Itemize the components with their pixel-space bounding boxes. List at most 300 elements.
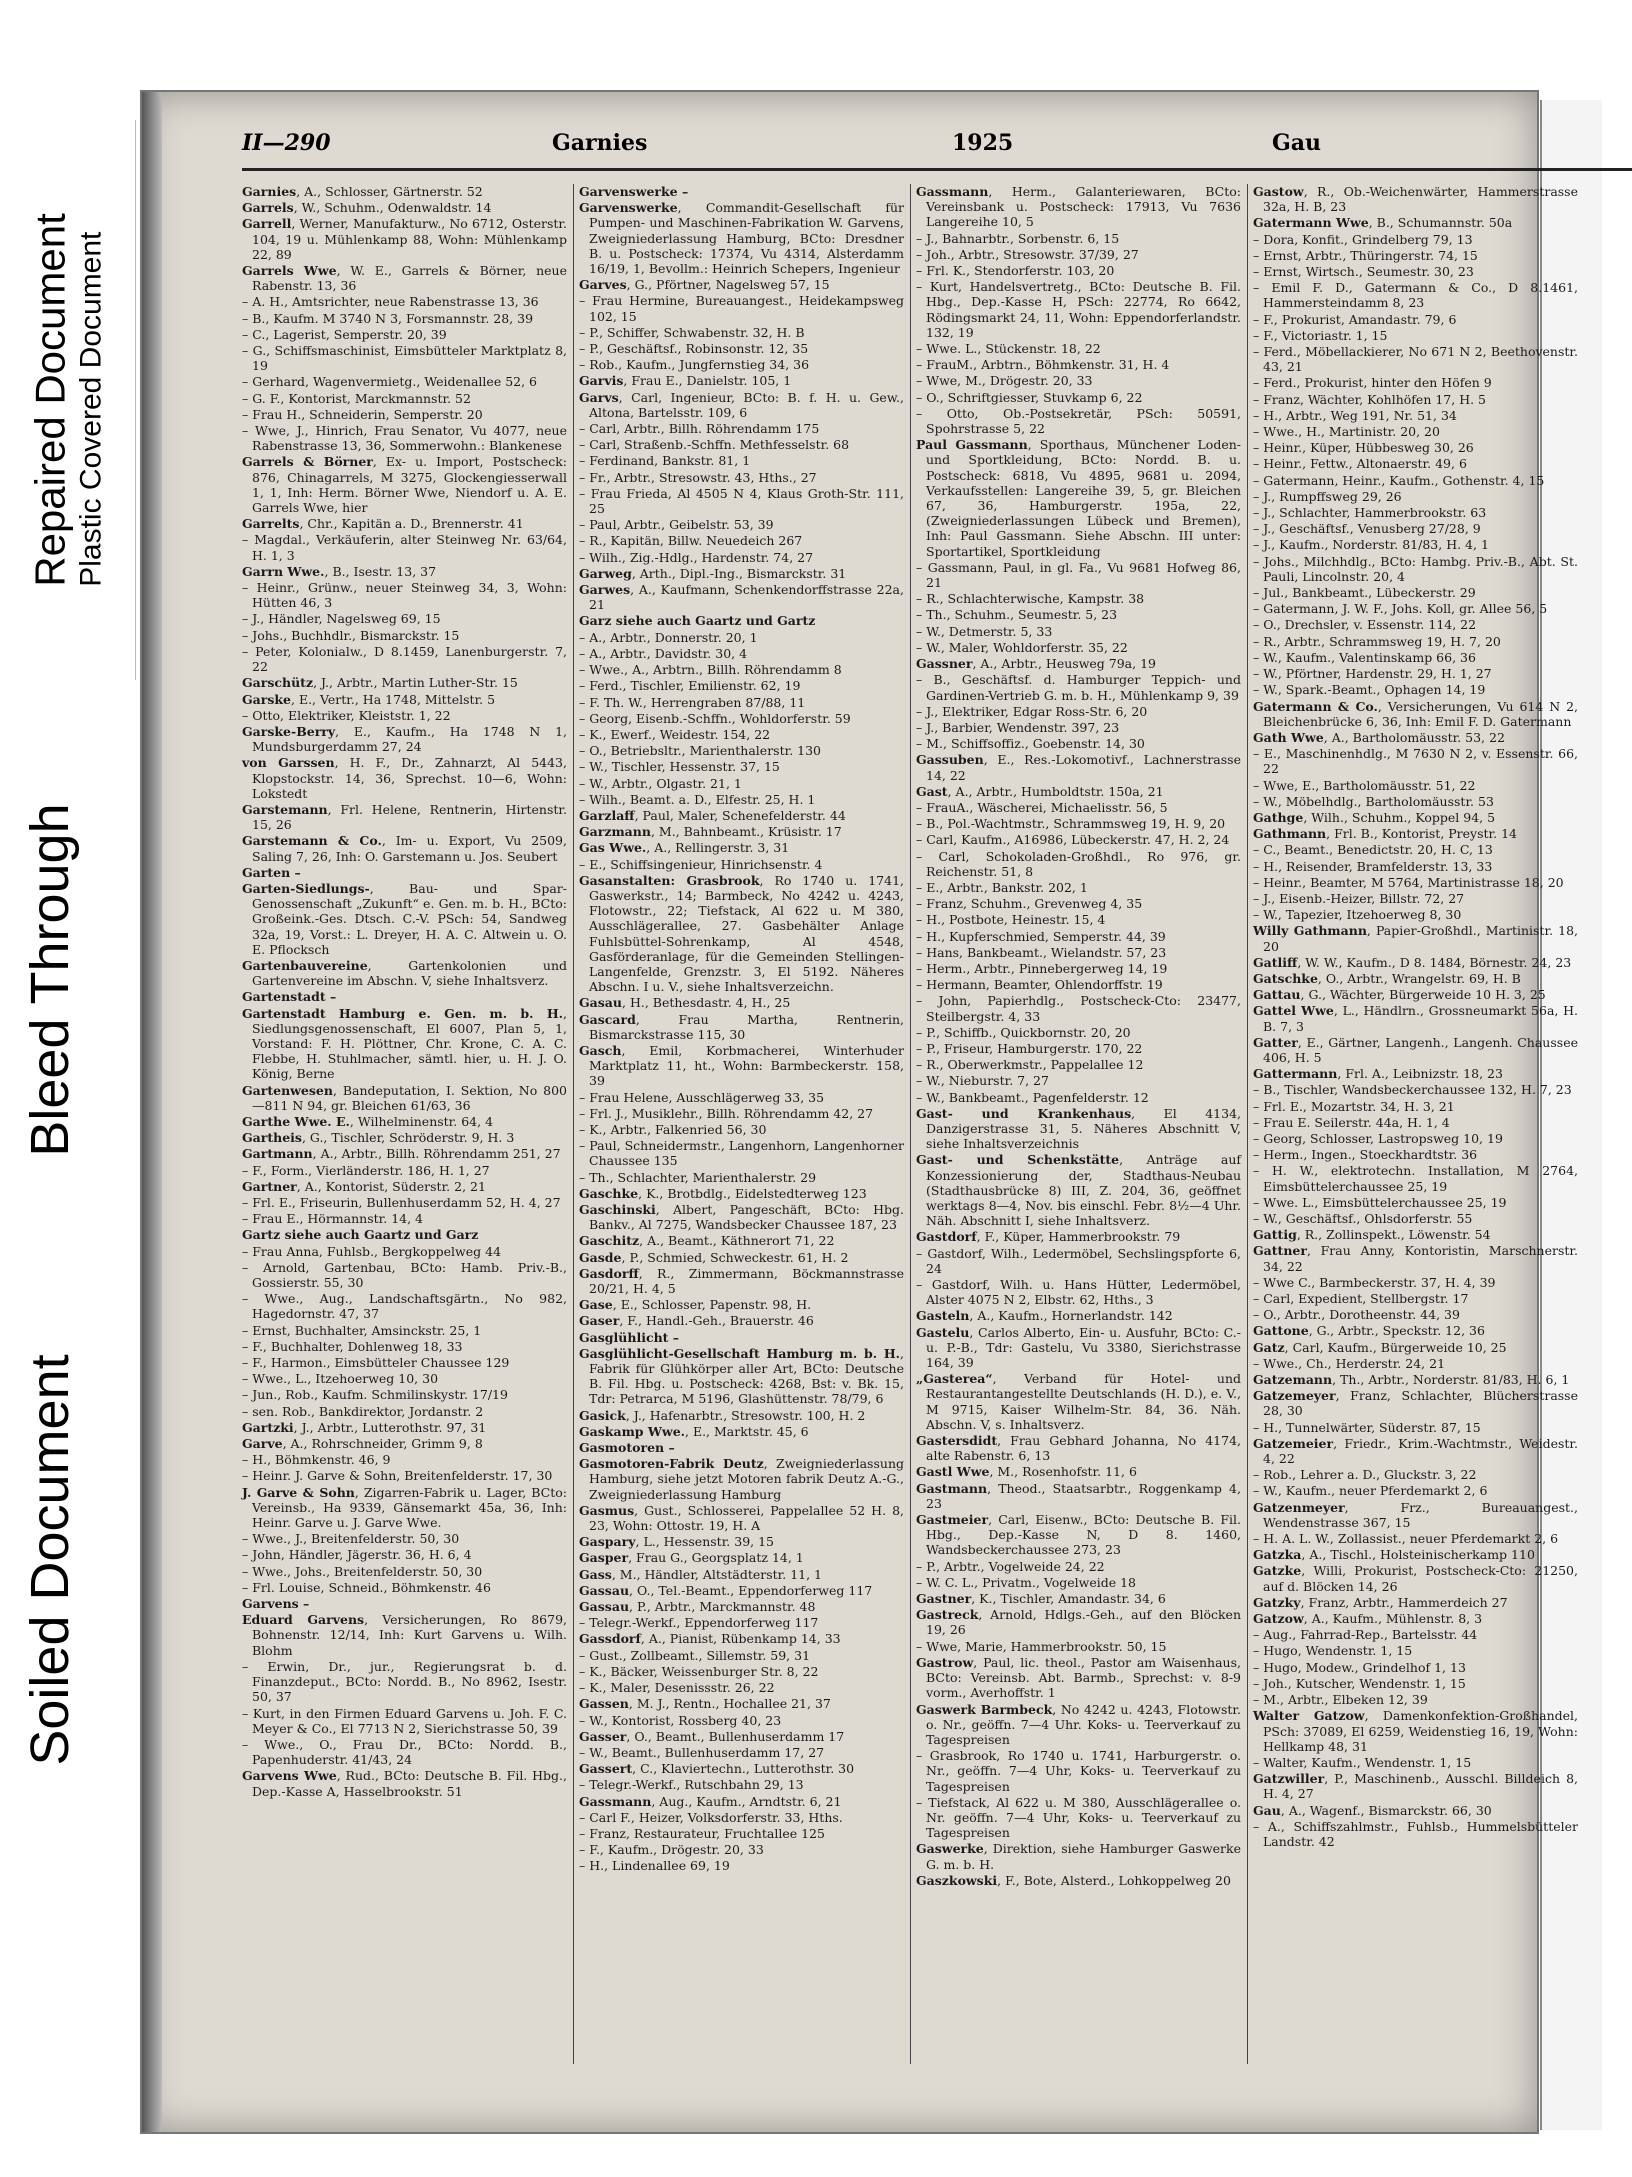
directory-entry: Garves, G., Pförtner, Nagelsweg 57, 15 (579, 277, 830, 293)
directory-entry: Gassau, O., Tel.-Beamt., Eppendorferweg 117 (579, 1582, 873, 1598)
directory-entry: – Grasbrook, Ro 1740 u. 1741, Harburgerstr. o. Nr., geöffn. 7—4 Uhr, Koks- u. Teerverkauf zu Tagespreisen (916, 1748, 1241, 1794)
directory-entry: – K., Maler, Desenissstr. 26, 22 (579, 1680, 775, 1696)
directory-entry: – H., Lindenallee 69, 19 (579, 1858, 730, 1874)
directory-column-1 (242, 184, 567, 2064)
directory-entry: Walter Gatzow, Damenkonfektion-Großhandel, PSch: 37089, El 6259, Weidenstieg 16, 19, Wohn: Hellkamp 48, 31 (1253, 1708, 1578, 1754)
directory-entry: – Gastdorf, Wilh., Ledermöbel, Sechslingspforte 6, 24 (916, 1245, 1241, 1276)
column-divider (910, 184, 911, 2064)
directory-entry: – W., Detmerstr. 5, 33 (916, 623, 1053, 639)
directory-entry: – Herm., Arbtr., Pinnebergerweg 14, 19 (916, 960, 1168, 976)
directory-entry: – John, Händler, Jägerstr. 36, H. 6, 4 (242, 1547, 472, 1563)
directory-entry: – Wwe, E., Bartholomäusstr. 51, 22 (1253, 777, 1476, 793)
directory-entry: Gascard, Frau Martha, Rentnerin, Bismarckstrasse 115, 30 (579, 1011, 904, 1042)
plastic-covered-label: Plastic Covered Document (74, 231, 108, 587)
directory-entry: Garrels & Börner, Ex- u. Import, Postscheck: 876, Chinagarrels, M 3275, Glockengiesserwall 1, 1, Inh: Herm. Börner Wwe, Niendorf u. A. E. Garrels Wwe, hier (242, 454, 567, 516)
directory-entry: Garrels Wwe, W. E., Garrels & Börner, neue Rabenstr. 13, 36 (242, 263, 567, 294)
directory-entry: Gassau, P., Arbtr., Marckmannstr. 48 (579, 1599, 816, 1615)
directory-entry: – Heinr., Beamter, M 5764, Martinistrasse 18, 20 (1253, 874, 1564, 890)
directory-entry: – Jun., Rob., Kaufm. Schmilinskystr. 17/19 (242, 1387, 508, 1403)
directory-entry: Gattel Wwe, L., Händlrn., Grossneumarkt 56a, H. B. 7, 3 (1253, 1003, 1578, 1034)
directory-entry: Gathmann, Frl. B., Kontorist, Preystr. 14 (1253, 826, 1518, 842)
directory-entry: – A., Schiffszahlmstr., Fuhlsb., Hummelsbütteler Landstr. 42 (1253, 1818, 1578, 1849)
directory-entry: „Gasterea“, Verband für Hotel- und Restaurantangestellte Deutschlands (H. D.), e. V., M 9715, Kaiser Wilhelm-Str. 84, 36. Näh. Abschn. V, s. Inhaltsverz. (916, 1371, 1241, 1432)
directory-entry: Gau, A., Wagenf., Bismarckstr. 66, 30 (1253, 1802, 1492, 1818)
directory-entry: – Frl. K., Stendorferstr. 103, 20 (916, 263, 1115, 279)
directory-entry: Gaswerk Barmbeck, No 4242 u. 4243, Flotowstr. o. Nr., geöffn. 7—4 Uhr. Koks- u. Teerverkauf zu Tagespreisen (916, 1701, 1241, 1747)
directory-entry: – Wwe., Aug., Landschaftsgärtn., No 982, Hagedornstr. 47, 37 (242, 1291, 567, 1322)
directory-entry: – Dora, Konfit., Grindelberg 79, 13 (1253, 231, 1473, 247)
bleed-through-tab (0, 700, 100, 1260)
directory-entry: – A., Arbtr., Donnerstr. 20, 1 (579, 629, 758, 645)
scanned-page (140, 90, 1579, 2134)
directory-entry: – Georg, Schlosser, Lastropsweg 10, 19 (1253, 1130, 1503, 1146)
directory-entry: – Magdal., Verkäuferin, alter Steinweg Nr. 63/64, H. 1, 3 (242, 532, 567, 563)
directory-entry: Garrelts, Chr., Kapitän a. D., Brennerstr. 41 (242, 516, 524, 532)
directory-entry: – Hugo, Modew., Grindelhof 1, 13 (1253, 1659, 1466, 1675)
directory-entry: – K., Bäcker, Weissenburger Str. 8, 22 (579, 1663, 819, 1679)
directory-entry: Gartz siehe auch Gaartz und Garz (242, 1227, 479, 1243)
directory-entry: – F., Victoriastr. 1, 15 (1253, 327, 1388, 343)
directory-entry: Garske-Berry, E., Kaufm., Ha 1748 N 1, Mundsburgerdamm 27, 24 (242, 723, 567, 755)
directory-entry: Garschütz, J., Arbtr., Martin Luther-Str. 15 (242, 675, 518, 691)
directory-entry: von Garssen, H. F., Dr., Zahnarzt, Al 5443, Klopstockstr. 14, 36, Sprechst. 10—6, Wohn: Lokstedt (242, 755, 567, 801)
directory-entry: – Heinr. J. Garve & Sohn, Breitenfelderstr. 17, 30 (242, 1468, 553, 1484)
directory-entry: Gastrow, Paul, lic. theol., Pastor am Waisenhaus, BCto: Vereinsb. Abt. Barmb., Sprechst: v. 8-9 vorm., Averhoffstr. 1 (916, 1654, 1241, 1701)
directory-entry: Garz siehe auch Gaartz und Gartz (579, 613, 816, 629)
directory-entry: Garten – (242, 864, 301, 880)
directory-entry: – F., Prokurist, Amandastr. 79, 6 (1253, 311, 1457, 327)
directory-entry: – Frau Frieda, Al 4505 N 4, Klaus Groth-Str. 111, 25 (579, 485, 904, 517)
directory-entry: – Kurt, in den Firmen Eduard Garvens u. Joh. F. C. Meyer & Co., El 7713 N 2, Sierichstrasse 50, 39 (242, 1705, 567, 1736)
directory-entry: – Wilh., Zig.-Hdlg., Hardenstr. 74, 27 (579, 549, 814, 565)
directory-entry: Gassmann, Aug., Kaufm., Arndtstr. 6, 21 (579, 1793, 842, 1809)
directory-entry: – Carl, Straßenb.-Schffn. Methfesselstr. 68 (579, 437, 850, 453)
repaired-document-tab (0, 120, 136, 680)
directory-entry: – P., Schiffer, Schwabenstr. 32, H. B (579, 324, 805, 340)
directory-entry: – Wwe, J., Hinrich, Frau Senator, Vu 4077, neue Rabenstrasse 13, 36, Sommerwohn.: Blankenese (242, 423, 567, 454)
directory-entry: – H., Reisender, Bramfelderstr. 13, 33 (1253, 858, 1493, 874)
directory-entry: – Rob., Lehrer a. D., Gluckstr. 3, 22 (1253, 1467, 1477, 1483)
directory-entry: Gaszkowski, F., Bote, Alsterd., Lohkoppelweg 20 (916, 1872, 1231, 1888)
directory-entry: – Telegr.-Werkf., Rutschbahn 29, 13 (579, 1777, 804, 1793)
directory-entry: – Gastdorf, Wilh. u. Hans Hütter, Ledermöbel, Alster 4075 N 2, Elbstr. 62, Hths., 3 (916, 1277, 1241, 1308)
directory-entry: – Ernst, Buchhalter, Amsinckstr. 25, 1 (242, 1322, 482, 1338)
directory-entry: – W., Pförtner, Hardenstr. 29, H. 1, 27 (1253, 666, 1492, 682)
directory-entry: Garve, A., Rohrschneider, Grimm 9, 8 (242, 1436, 483, 1452)
directory-entry: – Frau H., Schneiderin, Semperstr. 20 (242, 406, 483, 422)
directory-entry: Gartenstadt – (242, 989, 337, 1005)
directory-entry: Gartmann, A., Arbtr., Billh. Röhrendamm 251, 27 (242, 1146, 561, 1162)
directory-entry: – E., Arbtr., Bankstr. 202, 1 (916, 879, 1088, 895)
directory-entry: – H., Böhmkenstr. 46, 9 (242, 1452, 391, 1468)
directory-entry: – Paul, Schneidermstr., Langenhorn, Langenhorner Chaussee 135 (579, 1138, 904, 1169)
directory-entry: – Ferd., Tischler, Emilienstr. 62, 19 (579, 678, 801, 694)
page-header (242, 130, 1632, 164)
directory-entry: Garvenswerke – (579, 184, 689, 199)
directory-entry: – Johs., Buchhdlr., Bismarckstr. 15 (242, 627, 460, 643)
directory-entry: Gatermann Wwe, B., Schumannstr. 50a (1253, 215, 1513, 231)
directory-entry: – sen. Rob., Bankdirektor, Jordanstr. 2 (242, 1403, 484, 1419)
directory-entry: – E., Schiffsingenieur, Hinrichsenstr. 4 (579, 856, 823, 872)
directory-entry: Gastreck, Arnold, Hdlgs.-Geh., auf den Blöcken 19, 26 (916, 1607, 1241, 1638)
directory-entry: Gatschke, O., Arbtr., Wrangelstr. 69, H. B (1253, 970, 1521, 986)
directory-entry: – Carl, Arbtr., Billh. Röhrendamm 175 (579, 421, 820, 437)
directory-entry: Gasmotoren-Fabrik Deutz, Zweigniederlassung Hamburg, siehe jetzt Motoren fabrik Deutz A.-G., Zweigniederlassung Hamburg (579, 1456, 904, 1502)
directory-entry: – Wwe., Johs., Breitenfelderstr. 50, 30 (242, 1563, 483, 1579)
directory-entry: – W., Kaufm., Valentinskamp 66, 36 (1253, 649, 1476, 665)
directory-entry: – R., Oberwerkmstr., Pappelallee 12 (916, 1057, 1144, 1073)
directory-entry: Gasmotoren – (579, 1440, 675, 1456)
directory-entry: – H., Kupferschmied, Semperstr. 44, 39 (916, 928, 1166, 944)
directory-entry: Garstemann & Co., Im- u. Export, Vu 2509, Saling 7, 26, Inh: O. Garstemann u. Jos. Seubert (242, 833, 567, 864)
directory-entry: Gasch, Emil, Korbmacherei, Winterhuder Marktplatz 11, ht., Wohn: Barmbeckerstr. 158, 39 (579, 1042, 904, 1089)
directory-entry: Gatzky, Franz, Arbtr., Hammerdeich 27 (1253, 1594, 1508, 1610)
directory-entry: Willy Gathmann, Papier-Großhdl., Martinistr. 18, 20 (1253, 923, 1579, 954)
directory-entry: Gaschitz, A., Beamt., Käthnerort 71, 22 (579, 1233, 835, 1249)
soiled-document-label: Soiled Document (20, 1354, 80, 1766)
directory-entry: Gatzemeier, Friedr., Krim.-Wachtmstr., Weidestr. 4, 22 (1253, 1435, 1578, 1467)
directory-entry: Gaspary, L., Hessenstr. 39, 15 (579, 1534, 775, 1550)
directory-entry: – A., Arbtr., Davidstr. 30, 4 (579, 645, 748, 661)
directory-entry: – P., Friseur, Hamburgerstr. 170, 22 (916, 1040, 1143, 1056)
directory-entry: Gattig, R., Zollinspekt., Löwenstr. 54 (1253, 1227, 1491, 1243)
directory-entry: Gassuben, E., Res.-Lokomotivf., Lachnerstrasse 14, 22 (916, 752, 1241, 783)
directory-entry: – Frau Helene, Ausschlägerweg 33, 35 (579, 1089, 825, 1105)
directory-entry: – O., Schriftgiesser, Stuvkamp 6, 22 (916, 389, 1143, 405)
directory-entry: – W., Kontorist, Rossberg 40, 23 (579, 1712, 782, 1728)
directory-entry: – Carl, Kaufm., A16986, Lübeckerstr. 47, H. 2, 24 (916, 832, 1230, 848)
directory-entry: Garvens – (242, 1596, 310, 1612)
directory-entry: – J., Kaufm., Norderstr. 81/83, H. 4, 1 (1253, 537, 1489, 553)
directory-entry: – Frau Hermine, Bureauangest., Heidekampsweg 102, 15 (579, 293, 904, 324)
directory-entry: – Wilh., Beamt. a. D., Elfestr. 25, H. 1 (579, 791, 816, 807)
directory-entry: – G. F., Kontorist, Marckmannstr. 52 (242, 390, 471, 406)
directory-entry: Gattau, G., Wächter, Bürgerweide 10 H. 3, 25 (1253, 987, 1546, 1003)
directory-entry: – W., Spark.-Beamt., Ophagen 14, 19 (1253, 682, 1486, 698)
directory-entry: Gasglühlicht-Gesellschaft Hamburg m. b. H., Fabrik für Glühkörper aller Art, BCto: Deutsche B. Fil. Hbg. u. Postscheck: 4268, Bst: v. Bk. 15, Tdr: Petrarca, M 5196, Glashüttenstr. 78/79, 6 (579, 1345, 904, 1407)
directory-entry: – FrauM., Arbtrn., Böhmkenstr. 31, H. 4 (916, 357, 1170, 373)
directory-entry: Gassmann, Herm., Galanteriewaren, BCto: Vereinsbank u. Postscheck: 17913, Vu 7636 Langereihe 10, 5 (916, 184, 1241, 230)
directory-entry: – J., Eisenb.-Heizer, Billstr. 72, 27 (1253, 890, 1465, 906)
directory-entry: – Carl, Schokoladen-Großhdl., Ro 976, gr. Reichenstr. 51, 8 (916, 848, 1241, 879)
directory-entry: Garvenswerke, Commandit-Gesellschaft für Pumpen- und Maschinen-Fabrikation W. Garvens, Zweigniederlassung Hamburg, BCto: Dresdner B. u. Postscheck: 17374, Vu 4314, Alsterdamm 16/19, 1, Bevollm.: Heinrich Schepers, Ingenieur (579, 200, 904, 277)
directory-entry: Gassert, C., Klaviertechn., Lutterothstr. 30 (579, 1761, 855, 1777)
directory-entry: Gastdorf, F., Küper, Hammerbrookstr. 79 (916, 1229, 1181, 1245)
directory-entry: – W. C. L., Privatm., Vogelweide 18 (916, 1574, 1136, 1590)
directory-entry: – Fr., Arbtr., Stresowstr. 43, Hths., 27 (579, 469, 817, 485)
directory-entry: – Heinr., Grünw., neuer Steinweg 34, 3, Wohn: Hütten 46, 3 (242, 580, 567, 611)
directory-entry: Gasdorff, R., Zimmermann, Böckmannstrasse 20/21, H. 4, 5 (579, 1265, 904, 1297)
directory-entry: – Ernst, Wirtsch., Seumestr. 30, 23 (1253, 264, 1474, 280)
directory-entry: – J., Bahnarbtr., Sorbenstr. 6, 15 (916, 230, 1120, 246)
directory-entry: Gassdorf, A., Pianist, Rübenkamp 14, 33 (579, 1631, 841, 1647)
directory-entry: – J., Rumpffsweg 29, 26 (1253, 488, 1402, 504)
directory-entry: – Franz, Wächter, Kohlhöfen 17, H. 5 (1253, 391, 1486, 407)
directory-entry: – W., Möbelhdlg., Bartholomäusstr. 53 (1253, 793, 1494, 809)
directory-entry: Gasde, P., Schmied, Schweckestr. 61, H. 2 (579, 1249, 849, 1265)
directory-entry: Gartenstadt Hamburg e. Gen. m. b. H., Siedlungsgenossenschaft, El 6007, Plan 5, 1, Vorstand: F. H. Plöttner, Chr. Krone, C. A. C. Flebbe, H. Stuhlmacher, sämtl. hier, u. H. J. O. König, Berne (242, 1005, 567, 1082)
directory-entry: – F., Form., Vierländerstr. 186, H. 1, 27 (242, 1162, 490, 1178)
directory-entry: Gastmeier, Carl, Eisenw., BCto: Deutsche B. Fil. Hbg., Dep.-Kasse N, D 8. 1460, Wandsbeckerchaussee 273, 23 (916, 1512, 1241, 1558)
directory-entry: – B., Kaufm. M 3740 N 3, Forsmannstr. 28, 39 (242, 310, 534, 326)
directory-entry: – Erwin, Dr., jur., Regierungsrat b. d. Finanzdeput., BCto: Nordd. B., No 8962, Isestr. 50, 37 (242, 1658, 567, 1705)
directory-entry: Gastow, R., Ob.-Weichenwärter, Hammerstrasse 32a, H. B, 23 (1253, 184, 1578, 215)
directory-entry: Gathge, Wilh., Schuhm., Koppel 94, 5 (1253, 809, 1496, 825)
directory-entry: Gatermann & Co., Versicherungen, Vu 614 N 2, Bleichenbrücke 6, 36, Inh: Emil F. D. Gatermann (1253, 698, 1578, 729)
directory-entry: Gartenbauvereine, Gartenkolonien und Gartenvereine im Abschn. V, siehe Inhaltsverz. (242, 957, 567, 989)
directory-entry: – Carl, Expedient, Stellbergstr. 17 (1253, 1291, 1469, 1307)
directory-entry: – J., Barbier, Wendenstr. 397, 23 (916, 719, 1120, 735)
directory-entry: – Frau Anna, Fuhlsb., Bergkoppelweg 44 (242, 1243, 502, 1259)
directory-entry: – Wwe. L., Eimsbüttelerchaussee 25, 19 (1253, 1194, 1507, 1210)
directory-entry: – Gust., Zollbeamt., Sillemstr. 59, 31 (579, 1647, 811, 1663)
directory-entry: – W., Maler, Wohldorferstr. 35, 22 (916, 639, 1128, 655)
directory-entry: Paul Gassmann, Sporthaus, Münchener Loden- und Sportkleidung, BCto: Nordd. B. u. Postscheck: 6818, Vu 4895, 9681 u. 2094, Verkaufsstellen: Langereihe 39, 5, gr. Bleichen 67, 36, Hamburgerstr. 195a, 22, (Zweigniederlassungen Lübeck und Bremen), Inh: Paul Gassmann. Siehe Abschn. III unter: Sportartikel, Sportkleidung (916, 437, 1242, 559)
directory-entry: Garrell, Werner, Manufakturw., No 6712, Osterstr. 104, 19 u. Mühlenkamp 88, Wohn: Mühlenkamp 22, 89 (242, 216, 567, 262)
directory-entry: – J., Elektriker, Edgar Ross-Str. 6, 20 (916, 703, 1148, 719)
directory-entry: Gast- und Schenkstätte, Anträge auf Konzessionierung der, Stadthaus-Neubau (Stadthausbrücke 8) III, Z. 204, 36, geöffnet werktags 8—4, Nov. bis einschl. Febr. 8½—4 Uhr. Näh. Abschnitt I, siehe Inhaltsverz. (916, 1152, 1241, 1229)
directory-entry: Gase, E., Schlosser, Papenstr. 98, H. (579, 1297, 812, 1313)
header-rule (242, 168, 1632, 171)
directory-entry: – FrauA., Wäscherei, Michaelisstr. 56, 5 (916, 799, 1168, 815)
directory-entry: Gatzemann, Th., Arbtr., Norderstr. 81/83, H. 6, 1 (1253, 1372, 1570, 1388)
header-right-word: Gau (1272, 130, 1322, 156)
directory-entry: Garzmann, M., Bahnbeamt., Krüsistr. 17 (579, 824, 842, 840)
directory-entry: – B., Geschäftsf. d. Hamburger Teppich- und Gardinen-Vertrieb G. m. b. H., Mühlenkamp 9, 39 (916, 672, 1241, 703)
directory-entry: – Georg, Eisenb.-Schffn., Wohldorferstr. 59 (579, 710, 851, 726)
directory-entry: – R., Schlachterwische, Kampstr. 38 (916, 591, 1145, 607)
directory-entry: Garvs, Carl, Ingenieur, BCto: B. f. H. u. Gew., Altona, Bartelsstr. 109, 6 (579, 389, 904, 420)
directory-entry: – H., Postbote, Heinestr. 15, 4 (916, 912, 1106, 928)
directory-entry: Gassner, A., Arbtr., Heusweg 79a, 19 (916, 656, 1156, 672)
directory-entry: – W., Nieburstr. 7, 27 (916, 1073, 1049, 1089)
directory-entry: – W., Kaufm., neuer Pferdemarkt 2, 6 (1253, 1483, 1488, 1499)
directory-entry: – W., Geschäftsf., Ohlsdorferstr. 55 (1253, 1211, 1473, 1226)
directory-entry: – F., Kaufm., Drögestr. 20, 33 (579, 1842, 764, 1858)
directory-entry: – Hans, Bankbeamt., Wielandstr. 57, 23 (916, 944, 1167, 960)
header-left-word: Garnies (552, 130, 648, 156)
directory-entry: Gattner, Frau Anny, Kontoristin, Marschnerstr. 34, 22 (1253, 1243, 1578, 1274)
directory-entry: – Johs., Milchhdlg., BCto: Hambg. Priv.-B., Abt. St. Pauli, Lincolnstr. 20, 4 (1253, 553, 1578, 584)
directory-entry: – K., Ewerf., Weidestr. 154, 22 (579, 726, 771, 742)
directory-entry: Garnies, A., Schlosser, Gärtnerstr. 52 (242, 184, 483, 199)
column-divider (573, 184, 574, 2064)
directory-entry: – Wwe, M., Drögestr. 20, 33 (916, 373, 1093, 389)
directory-entry: Gatzka, A., Tischl., Holsteinischerkamp 110 (1253, 1547, 1535, 1563)
directory-entry: – B., Pol.-Wachtmstr., Schrammsweg 19, H. 9, 20 (916, 816, 1226, 832)
directory-entry: Gastner, K., Tischler, Amandastr. 34, 6 (916, 1591, 1166, 1607)
directory-entry: Gattone, G., Arbtr., Speckstr. 12, 36 (1253, 1323, 1485, 1339)
directory-entry: Gasmus, Gust., Schlosserei, Pappelallee 52 H. 8, 23, Wohn: Ottostr. 19, H. A (579, 1502, 904, 1534)
directory-entry: – Wwe., Ch., Herderstr. 24, 21 (1253, 1355, 1446, 1371)
directory-entry: – Tiefstack, Al 622 u. M 380, Ausschlägerallee o. Nr. geöffn. 7—4 Uhr, Koks- u. Teerverkauf zu Tagespreisen (916, 1794, 1241, 1841)
directory-entry: – Carl F., Heizer, Volksdorferstr. 33, Hths. (579, 1809, 843, 1825)
directory-entry: Garwes, A., Kaufmann, Schenkendorffstrasse 22a, 21 (579, 582, 904, 613)
column-divider (1247, 184, 1248, 2064)
directory-entry: – Franz, Schuhm., Grevenweg 4, 35 (916, 896, 1143, 912)
directory-entry: – C., Lagerist, Semperstr. 20, 39 (242, 326, 447, 342)
directory-entry: – John, Papierhdlg., Postscheck-Cto: 23477, Steilbergstr. 4, 33 (916, 993, 1241, 1024)
directory-entry: – Hugo, Wendenstr. 1, 15 (1253, 1643, 1413, 1659)
directory-entry: – B., Tischler, Wandsbeckerchaussee 132, H. 7, 23 (1253, 1082, 1572, 1098)
repaired-label: Repaired Document (26, 213, 74, 587)
directory-entry: – Jul., Bankbeamt., Lübeckerstr. 29 (1253, 585, 1476, 601)
directory-entry: Gastl Wwe, M., Rosenhofstr. 11, 6 (916, 1464, 1137, 1480)
directory-entry: – Wwe., O., Frau Dr., BCto: Nordd. B., Papenhuderstr. 41/43, 24 (242, 1736, 567, 1768)
directory-entry: Gatz, Carl, Kaufm., Bürgerweide 10, 25 (1253, 1339, 1507, 1355)
directory-entry: Gasanstalten: Grasbrook, Ro 1740 u. 1741, Gaswerkstr., 14; Barmbeck, No 4242 u. 4243, Flotowstr., 22; Tiefstack, Al 622 u. M 380, Ausschlägerallee, 27. Gasbehälter Anlage Fuhlsbüttel-Sohrenkamp, Al 4548, Gasförderanlage, für die Gemeinden Stellingen-Langenfelde, Grenzstr. 3, El 5192. Näheres Abschn. I u. V., siehe Inhaltsverzeichn. (579, 872, 904, 995)
directory-entry: – R., Kapitän, Billw. Neuedeich 267 (579, 533, 803, 549)
directory-entry: Gartzki, J., Arbtr., Lutterothstr. 97, 31 (242, 1419, 487, 1435)
directory-entry: – Wwe, Marie, Hammerbrookstr. 50, 15 (916, 1638, 1167, 1654)
directory-entry: Gasick, J., Hafenarbtr., Stresowstr. 100, H. 2 (579, 1407, 866, 1423)
directory-entry: – C., Beamt., Benedictstr. 20, H. C, 13 (1253, 842, 1493, 858)
directory-entry: – Ernst, Arbtr., Thüringerstr. 74, 15 (1253, 247, 1478, 263)
soiled-document-tab (0, 1280, 100, 1840)
repaired-plastic-label (26, 213, 109, 587)
directory-entry: Gatzenmeyer, Frz., Bureauangest., Wendenstrasse 367, 15 (1253, 1499, 1578, 1530)
directory-entry: – Walter, Kaufm., Wendenstr. 1, 15 (1253, 1754, 1472, 1770)
directory-entry: Gatliff, W. W., Kaufm., D 8. 1484, Börnestr. 24, 23 (1253, 954, 1572, 970)
directory-entry: Garvens Wwe, Rud., BCto: Deutsche B. Fil. Hbg., Dep.-Kasse A, Hasselbrookstr. 51 (242, 1768, 567, 1799)
directory-entry: – P., Arbtr., Vogelweide 24, 22 (916, 1558, 1105, 1574)
directory-entry: – Herm., Ingen., Stoeckhardtstr. 36 (1253, 1147, 1478, 1163)
directory-entry: – Frl. Louise, Schneid., Böhmkenstr. 46 (242, 1579, 491, 1595)
directory-entry: Garrels, W., Schuhm., Odenwaldstr. 14 (242, 200, 492, 216)
directory-column-3 (916, 184, 1241, 2064)
directory-entry: – Aug., Fahrrad-Rep., Bartelsstr. 44 (1253, 1627, 1478, 1643)
directory-entry: – Wwe., A., Arbtrn., Billh. Röhrendamm 8 (579, 662, 842, 678)
directory-entry: Garvis, Frau E., Danielstr. 105, 1 (579, 373, 792, 389)
directory-entry: Gass, M., Händler, Altstädterstr. 11, 1 (579, 1566, 823, 1582)
directory-entry: Garstemann, Frl. Helene, Rentnerin, Hirtenstr. 15, 26 (242, 801, 567, 833)
directory-entry: – Frl. J., Musiklehr., Billh. Röhrendamm 42, 27 (579, 1105, 874, 1121)
directory-entry: – Wwe., H., Martinistr. 20, 20 (1253, 424, 1440, 440)
directory-entry: – Joh., Kutscher, Wendenstr. 1, 15 (1253, 1675, 1466, 1691)
header-year: 1925 (952, 130, 1014, 156)
directory-entry: Gassen, M. J., Rentn., Hochallee 21, 37 (579, 1696, 831, 1712)
directory-entry: – Gassmann, Paul, in gl. Fa., Vu 9681 Hofweg 86, 21 (916, 559, 1241, 591)
directory-entry: – Joh., Arbtr., Stresowstr. 37/39, 27 (916, 246, 1139, 262)
directory-entry: Gastersdidt, Frau Gebhard Johanna, No 4174, alte Rabenstr. 6, 13 (916, 1433, 1241, 1464)
directory-entry: – Otto, Ob.-Postsekretär, PSch: 50591, Spohrstrasse 5, 22 (916, 405, 1241, 437)
directory-entry: – G., Schiffsmaschinist, Eimsbütteler Marktplatz 8, 19 (242, 343, 567, 374)
directory-entry: – M., Arbtr., Elbeken 12, 39 (1253, 1692, 1428, 1708)
directory-entry: – H., Arbtr., Weg 191, Nr. 51, 34 (1253, 407, 1457, 423)
directory-entry: Garske, E., Vertr., Ha 1748, Mittelstr. 5 (242, 691, 496, 707)
directory-entry: – O., Betriebsltr., Marienthalerstr. 130 (579, 743, 822, 759)
directory-entry: – W., Arbtr., Olgastr. 21, 1 (579, 775, 742, 791)
directory-entry: – Th., Schlachter, Marienthalerstr. 29 (579, 1169, 817, 1185)
directory-entry: Gastelu, Carlos Alberto, Ein- u. Ausfuhr, BCto: C.- u. P.-B., Tdr: Gastelu, Vu 3380, Sierichstrasse 164, 39 (916, 1324, 1241, 1371)
directory-entry: Gaswerke, Direktion, siehe Hamburger Gaswerke G. m. b. H. (916, 1841, 1241, 1872)
directory-column-2 (579, 184, 904, 2064)
directory-entry: Gatter, E., Gärtner, Langenh., Langenh. Chaussee 406, H. 5 (1253, 1034, 1578, 1065)
directory-entry: – Heinr., Fettw., Altonaerstr. 49, 6 (1253, 456, 1467, 472)
directory-entry: – Wwe. L., Stückenstr. 18, 22 (916, 341, 1101, 357)
directory-entry: – O., Arbtr., Dorotheenstr. 44, 39 (1253, 1307, 1460, 1323)
directory-entry: – J., Geschäftsf., Venusberg 27/28, 9 (1253, 521, 1481, 537)
directory-entry: – Telegr.-Werkf., Eppendorferweg 117 (579, 1615, 819, 1631)
directory-entry: – Ferd., Prokurist, hinter den Höfen 9 (1253, 375, 1492, 391)
directory-entry: – Ferd., Möbellackierer, No 671 N 2, Beethovenstr. 43, 21 (1253, 344, 1578, 375)
directory-entry: – Wwe., J., Breitenfelderstr. 50, 30 (242, 1531, 460, 1547)
directory-entry: – H. A. L. W., Zollassist., neuer Pferdemarkt 2, 6 (1253, 1531, 1559, 1547)
directory-entry: – Gatermann, J. W. F., Johs. Koll, gr. Allee 56, 5 (1253, 601, 1548, 617)
directory-entry: – M., Schiffsoffiz., Goebenstr. 14, 30 (916, 736, 1145, 752)
directory-entry: – Emil F. D., Gatermann & Co., D 8.1461, Hammersteindamm 8, 23 (1253, 280, 1578, 311)
directory-entry: Gasau, H., Bethesdastr. 4, H., 25 (579, 995, 791, 1011)
directory-entry: – Th., Schuhm., Seumestr. 5, 23 (916, 607, 1118, 623)
directory-entry: Gatzemeyer, Franz, Schlachter, Blücherstrasse 28, 30 (1253, 1388, 1578, 1419)
directory-entry: – Wwe., L., Itzehoerweg 10, 30 (242, 1371, 439, 1387)
directory-entry: – W., Bankbeamt., Pagenfelderstr. 12 (916, 1089, 1149, 1105)
directory-entry: Gaschinski, Albert, Pangeschäft, BCto: Hbg. Bankv., Al 7275, Wandsbecker Chaussee 187, 23 (579, 1202, 904, 1233)
directory-entry: Gartner, A., Kontorist, Süderstr. 2, 21 (242, 1178, 486, 1194)
directory-entry: – J., Händler, Nagelsweg 69, 15 (242, 611, 441, 627)
directory-entry: Gatzow, A., Kaufm., Mühlenstr. 8, 3 (1253, 1611, 1483, 1627)
directory-entry: – Gatermann, Heinr., Kaufm., Gothenstr. 4, 15 (1253, 472, 1545, 488)
directory-entry: Gasser, O., Beamt., Bullenhuserdamm 17 (579, 1728, 845, 1744)
directory-entry: – Kurt, Handelsvertretg., BCto: Deutsche B. Fil. Hbg., Dep.-Kasse H, PSch: 22774, Ro 6642, Rödingsmarkt 24, 11, Wohn: Eppendorferlandstr. 132, 19 (916, 279, 1241, 340)
directory-entry: – H. W., elektrotechn. Installation, M 2764, Eimsbüttelerchaussee 25, 19 (1253, 1163, 1578, 1194)
directory-entry: Gartheis, G., Tischler, Schröderstr. 9, H. 3 (242, 1130, 515, 1146)
directory-entry: Garzlaff, Paul, Maler, Schenefelderstr. 44 (579, 807, 846, 823)
directory-entry: Gatzke, Willi, Prokurist, Postscheck-Cto: 21250, auf d. Blöcken 14, 26 (1253, 1563, 1578, 1594)
directory-entry: Garthe Wwe. E., Wilhelminenstr. 64, 4 (242, 1113, 494, 1129)
directory-entry: – K., Arbtr., Falkenried 56, 30 (579, 1121, 767, 1137)
directory-entry: – R., Arbtr., Schrammsweg 19, H. 7, 20 (1253, 633, 1501, 649)
directory-entry: Gasteln, A., Kaufm., Hornerlandstr. 142 (916, 1308, 1173, 1324)
directory-entry: – Frl. E., Friseurin, Bullenhuserdamm 52, H. 4, 27 (242, 1195, 561, 1210)
directory-entry: – Heinr., Küper, Hübbesweg 30, 26 (1253, 440, 1474, 456)
bleed-through-label: Bleed Through (20, 803, 80, 1157)
directory-entry: – J., Schlachter, Hammerbrookstr. 63 (1253, 505, 1487, 521)
directory-entry: Gaschke, K., Brotbdlg., Eidelstedterweg 123 (579, 1185, 867, 1201)
directory-entry: Gast, A., Arbtr., Humboldtstr. 150a, 21 (916, 783, 1164, 799)
directory-entry: Gatzwiller, P., Maschinenb., Ausschl. Billdeich 8, H. 4, 27 (1253, 1771, 1578, 1802)
directory-entry: – Peter, Kolonialw., D 8.1459, Lanenburgerstr. 7, 22 (242, 643, 567, 675)
directory-entry: Eduard Garvens, Versicherungen, Ro 8679, Bohnenstr. 12/14, Inh: Kurt Garvens u. Wilh. Blohm (242, 1612, 567, 1658)
directory-entry: – Paul, Arbtr., Geibelstr. 53, 39 (579, 517, 774, 533)
directory-entry: Gartenwesen, Bandeputation, I. Sektion, No 800—811 N 94, gr. Bleichen 61/63, 36 (242, 1082, 567, 1113)
directory-entry: – W., Beamt., Bullenhuserdamm 17, 27 (579, 1744, 825, 1760)
directory-entry: Gas Wwe., A., Rellingerstr. 3, 31 (579, 840, 790, 856)
directory-entry: – Frau E. Seilerstr. 44a, H. 1, 4 (1253, 1114, 1450, 1130)
directory-entry: Gastmann, Theod., Staatsarbtr., Roggenkamp 4, 23 (916, 1480, 1241, 1511)
directory-entry: Gasglühlicht – (579, 1329, 680, 1345)
directory-entry: – A. H., Amtsrichter, neue Rabenstrasse 13, 36 (242, 294, 539, 310)
directory-entry: – W., Tapezier, Itzehoerweg 8, 30 (1253, 907, 1462, 923)
directory-entry: – F., Harmon., Eimsbütteler Chaussee 129 (242, 1355, 510, 1371)
directory-entry: Gaser, F., Handl.-Geh., Brauerstr. 46 (579, 1313, 814, 1329)
directory-entry: – P., Geschäftsf., Robinsonstr. 12, 35 (579, 341, 809, 357)
directory-entry: – Otto, Elektriker, Kleiststr. 1, 22 (242, 707, 451, 723)
directory-entry: – W., Tischler, Hessenstr. 37, 15 (579, 759, 780, 775)
directory-entry: Garweg, Arth., Dipl.-Ing., Bismarckstr. 31 (579, 565, 847, 581)
directory-entry: – Rob., Kaufm., Jungfernstieg 34, 36 (579, 357, 810, 373)
directory-entry: – Gerhard, Wagenvermietg., Weidenallee 52, 6 (242, 374, 537, 390)
directory-entry: – Arnold, Gartenbau, BCto: Hamb. Priv.-B., Gossierstr. 55, 30 (242, 1259, 567, 1291)
directory-entry: Gattermann, Frl. A., Leibnizstr. 18, 23 (1253, 1066, 1503, 1082)
directory-entry: – Frl. E., Mozartstr. 34, H. 3, 21 (1253, 1098, 1455, 1114)
directory-entry: – H., Tunnelwärter, Süderstr. 87, 15 (1253, 1419, 1481, 1435)
directory-entry: – F., Buchhalter, Dohlenweg 18, 33 (242, 1338, 463, 1354)
directory-entry: Gast- und Krankenhaus, El 4134, Danzigerstrasse 31, 5. Näheres Abschnitt V, siehe Inhaltsverzeichnis (916, 1105, 1241, 1152)
page-number: II—290 (242, 130, 331, 156)
directory-entry: Garrn Wwe., B., Isestr. 13, 37 (242, 563, 437, 579)
directory-entry: – Frau E., Hörmannstr. 14, 4 (242, 1211, 423, 1227)
